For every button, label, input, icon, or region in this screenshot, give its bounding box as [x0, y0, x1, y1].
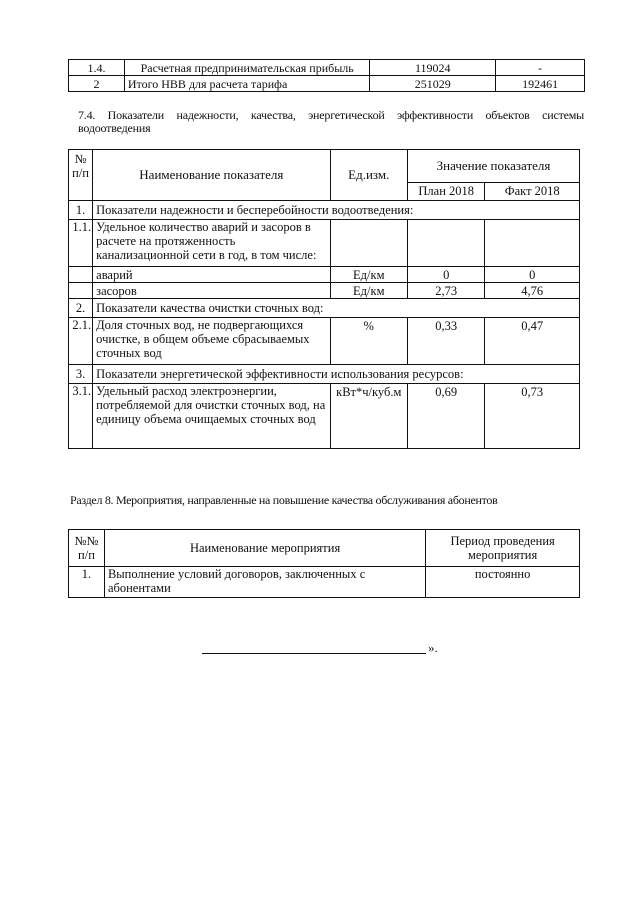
table-row	[69, 567, 580, 598]
row-name: Выполнение условий договоров, заключенных с абонентами	[104, 567, 425, 598]
closing-line	[202, 640, 438, 654]
row-number: 1.4.	[69, 60, 125, 76]
header-unit: Ед.изм.	[330, 150, 407, 201]
row-fact	[485, 220, 580, 267]
indicators-table	[68, 149, 580, 449]
table-row	[69, 60, 585, 76]
row-number: 1.	[69, 567, 105, 598]
row-fact: 192461	[496, 76, 585, 92]
row-unit: кВт*ч/куб.м	[330, 384, 407, 449]
header-num: № п/п	[69, 150, 93, 201]
tariff-summary-table	[68, 59, 585, 92]
row-plan: 0	[407, 267, 484, 283]
header-period: Период проведения мероприятия	[426, 530, 580, 567]
row-plan: 119024	[370, 60, 496, 76]
row-name: Итого НВВ для расчета тарифа	[124, 76, 370, 92]
row-plan: 0,33	[407, 318, 484, 365]
row-name: Доля сточных вод, не подвергающихся очистке, в общем объеме сбрасываемых сточных вод	[93, 318, 330, 365]
header-fact: Факт 2018	[485, 182, 580, 200]
row-name: аварий	[93, 267, 330, 283]
row-plan: 0,69	[407, 384, 484, 449]
row-number	[69, 283, 93, 299]
row-number: 3.1.	[69, 384, 93, 449]
row-number: 1.1.	[69, 220, 93, 267]
row-number: 2.1.	[69, 318, 93, 365]
header-value: Значение показателя	[407, 150, 579, 183]
table-row	[69, 267, 580, 283]
row-name: Удельное количество аварий и засоров в расчете на протяженность канализационной сети в год, в том числе:	[93, 220, 330, 267]
row-number: 1.	[69, 201, 93, 220]
row-number	[69, 267, 93, 283]
row-number: 3.	[69, 365, 93, 384]
table-row	[69, 318, 580, 365]
header-name: Наименование показателя	[93, 150, 330, 201]
row-fact: 0,73	[485, 384, 580, 449]
row-unit: %	[330, 318, 407, 365]
closing-quote: ».	[428, 640, 438, 655]
table-row	[69, 220, 580, 267]
row-name: Расчетная предпринимательская прибыль	[124, 60, 370, 76]
table-row	[69, 201, 580, 220]
row-fact: 4,76	[485, 283, 580, 299]
measures-table	[68, 529, 580, 598]
row-name: Удельный расход электроэнергии, потребляемой для очистки сточных вод, на единицу объема очищаемых сточных вод	[93, 384, 330, 449]
row-fact: 0,47	[485, 318, 580, 365]
header-name: Наименование мероприятия	[104, 530, 425, 567]
row-unit	[330, 220, 407, 267]
row-plan: 2,73	[407, 283, 484, 299]
table-row	[69, 365, 580, 384]
section-heading-8: Раздел 8. Мероприятия, направленные на повышение качества обслуживания абонентов	[70, 493, 498, 507]
row-fact: -	[496, 60, 585, 76]
table-row	[69, 283, 580, 299]
table-header-row	[69, 150, 580, 183]
header-num: №№ п/п	[69, 530, 105, 567]
group-title: Показатели энергетической эффективности использования ресурсов:	[93, 365, 580, 384]
underline-divider	[202, 653, 426, 654]
table-row	[69, 76, 585, 92]
group-title: Показатели надежности и бесперебойности водоотведения:	[93, 201, 580, 220]
row-name: засоров	[93, 283, 330, 299]
row-fact: 0	[485, 267, 580, 283]
row-plan	[407, 220, 484, 267]
row-number: 2	[69, 76, 125, 92]
row-unit: Ед/км	[330, 267, 407, 283]
row-period: постоянно	[426, 567, 580, 598]
table-row	[69, 299, 580, 318]
table-row	[69, 384, 580, 449]
row-unit: Ед/км	[330, 283, 407, 299]
section-heading-7-4: 7.4. Показатели надежности, качества, энергетической эффективности объектов системы водоотведения	[78, 108, 584, 135]
row-plan: 251029	[370, 76, 496, 92]
row-number: 2.	[69, 299, 93, 318]
table-header-row	[69, 530, 580, 567]
group-title: Показатели качества очистки сточных вод:	[93, 299, 580, 318]
header-plan: План 2018	[407, 182, 484, 200]
